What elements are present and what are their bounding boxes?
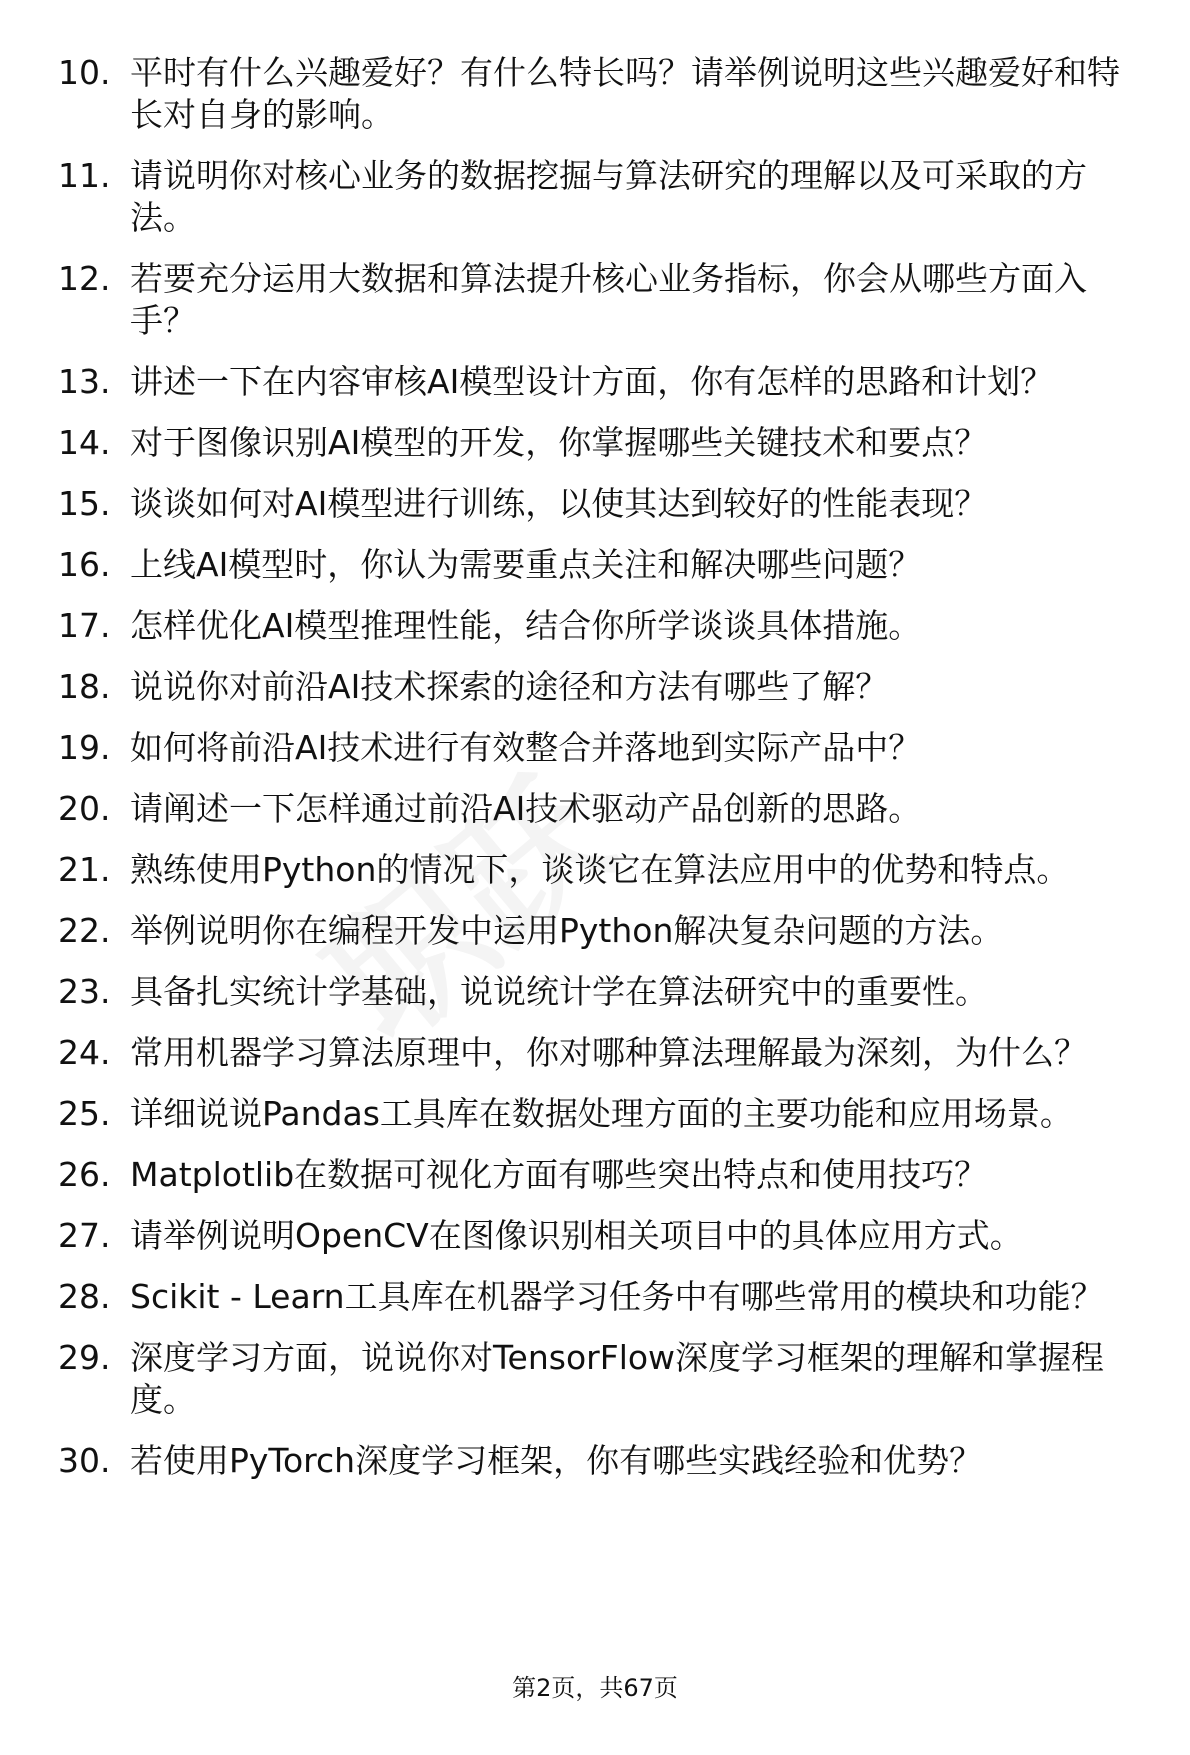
question-text: 请说明你对核心业务的数据挖掘与算法研究的理解以及可采取的方法。 bbox=[130, 156, 1087, 237]
question-text: 平时有什么兴趣爱好？有什么特长吗？请举例说明这些兴趣爱好和特长对自身的影响。 bbox=[130, 53, 1120, 134]
question-number: 29. bbox=[58, 1338, 111, 1377]
list-item bbox=[58, 1337, 1148, 1421]
question-number: 10. bbox=[58, 53, 111, 92]
list-item bbox=[58, 1440, 1148, 1482]
question-text: Scikit - Learn工具库在机器学习任务中有哪些常用的模块和功能？ bbox=[130, 1277, 1104, 1316]
question-text: 上线AI模型时，你认为需要重点关注和解决哪些问题？ bbox=[130, 545, 922, 584]
list-item bbox=[58, 483, 1148, 525]
question-text: 熟练使用Python的情况下，谈谈它在算法应用中的优势和特点。 bbox=[130, 850, 1070, 889]
question-list bbox=[58, 52, 1148, 1501]
list-item bbox=[58, 1093, 1148, 1135]
question-text: 讲述一下在内容审核AI模型设计方面，你有怎样的思路和计划？ bbox=[130, 362, 1054, 401]
question-text: 请阐述一下怎样通过前沿AI技术驱动产品创新的思路。 bbox=[130, 789, 922, 828]
question-number: 28. bbox=[58, 1277, 111, 1316]
question-number: 26. bbox=[58, 1155, 111, 1194]
list-item bbox=[58, 1276, 1148, 1318]
question-number: 12. bbox=[58, 259, 111, 298]
question-text: 常用机器学习算法原理中，你对哪种算法理解最为深刻，为什么？ bbox=[130, 1033, 1087, 1072]
question-text: 若要充分运用大数据和算法提升核心业务指标，你会从哪些方面入手？ bbox=[130, 259, 1087, 340]
list-item bbox=[58, 788, 1148, 830]
question-number: 23. bbox=[58, 972, 111, 1011]
list-item bbox=[58, 361, 1148, 403]
question-text: 若使用PyTorch深度学习框架，你有哪些实践经验和优势？ bbox=[130, 1441, 983, 1480]
question-number: 15. bbox=[58, 484, 111, 523]
question-number: 18. bbox=[58, 667, 111, 706]
question-text: 深度学习方面，说说你对TensorFlow深度学习框架的理解和掌握程度。 bbox=[130, 1338, 1105, 1419]
question-text: 对于图像识别AI模型的开发，你掌握哪些关键技术和要点？ bbox=[130, 423, 988, 462]
list-item bbox=[58, 1215, 1148, 1257]
question-text: 如何将前沿AI技术进行有效整合并落地到实际产品中？ bbox=[130, 728, 922, 767]
list-item bbox=[58, 727, 1148, 769]
question-number: 13. bbox=[58, 362, 111, 401]
list-item bbox=[58, 1154, 1148, 1196]
list-item bbox=[58, 666, 1148, 708]
question-number: 11. bbox=[58, 156, 111, 195]
question-text: 怎样优化AI模型推理性能，结合你所学谈谈具体措施。 bbox=[130, 606, 922, 645]
question-number: 20. bbox=[58, 789, 111, 828]
question-text: 请举例说明OpenCV在图像识别相关项目中的具体应用方式。 bbox=[130, 1216, 1023, 1255]
list-item bbox=[58, 910, 1148, 952]
page-footer: 第2页，共67页 bbox=[512, 1674, 678, 1702]
question-text: 说说你对前沿AI技术探索的途径和方法有哪些了解？ bbox=[130, 667, 889, 706]
question-text: 举例说明你在编程开发中运用Python解决复杂问题的方法。 bbox=[130, 911, 1004, 950]
question-number: 22. bbox=[58, 911, 111, 950]
list-item bbox=[58, 258, 1148, 342]
question-number: 16. bbox=[58, 545, 111, 584]
list-item bbox=[58, 422, 1148, 464]
list-item bbox=[58, 849, 1148, 891]
list-item bbox=[58, 155, 1148, 239]
question-number: 24. bbox=[58, 1033, 111, 1072]
list-item bbox=[58, 52, 1148, 136]
question-number: 14. bbox=[58, 423, 111, 462]
question-text: Matplotlib在数据可视化方面有哪些突出特点和使用技巧？ bbox=[130, 1155, 988, 1194]
list-item bbox=[58, 544, 1148, 586]
list-item bbox=[58, 971, 1148, 1013]
question-number: 30. bbox=[58, 1441, 111, 1480]
question-text: 详细说说Pandas工具库在数据处理方面的主要功能和应用场景。 bbox=[130, 1094, 1073, 1133]
question-number: 21. bbox=[58, 850, 111, 889]
question-number: 17. bbox=[58, 606, 111, 645]
question-number: 27. bbox=[58, 1216, 111, 1255]
question-text: 谈谈如何对AI模型进行训练，以使其达到较好的性能表现？ bbox=[130, 484, 988, 523]
question-number: 25. bbox=[58, 1094, 111, 1133]
list-item bbox=[58, 605, 1148, 647]
question-number: 19. bbox=[58, 728, 111, 767]
list-item bbox=[58, 1032, 1148, 1074]
question-text: 具备扎实统计学基础，说说统计学在算法研究中的重要性。 bbox=[130, 972, 988, 1011]
